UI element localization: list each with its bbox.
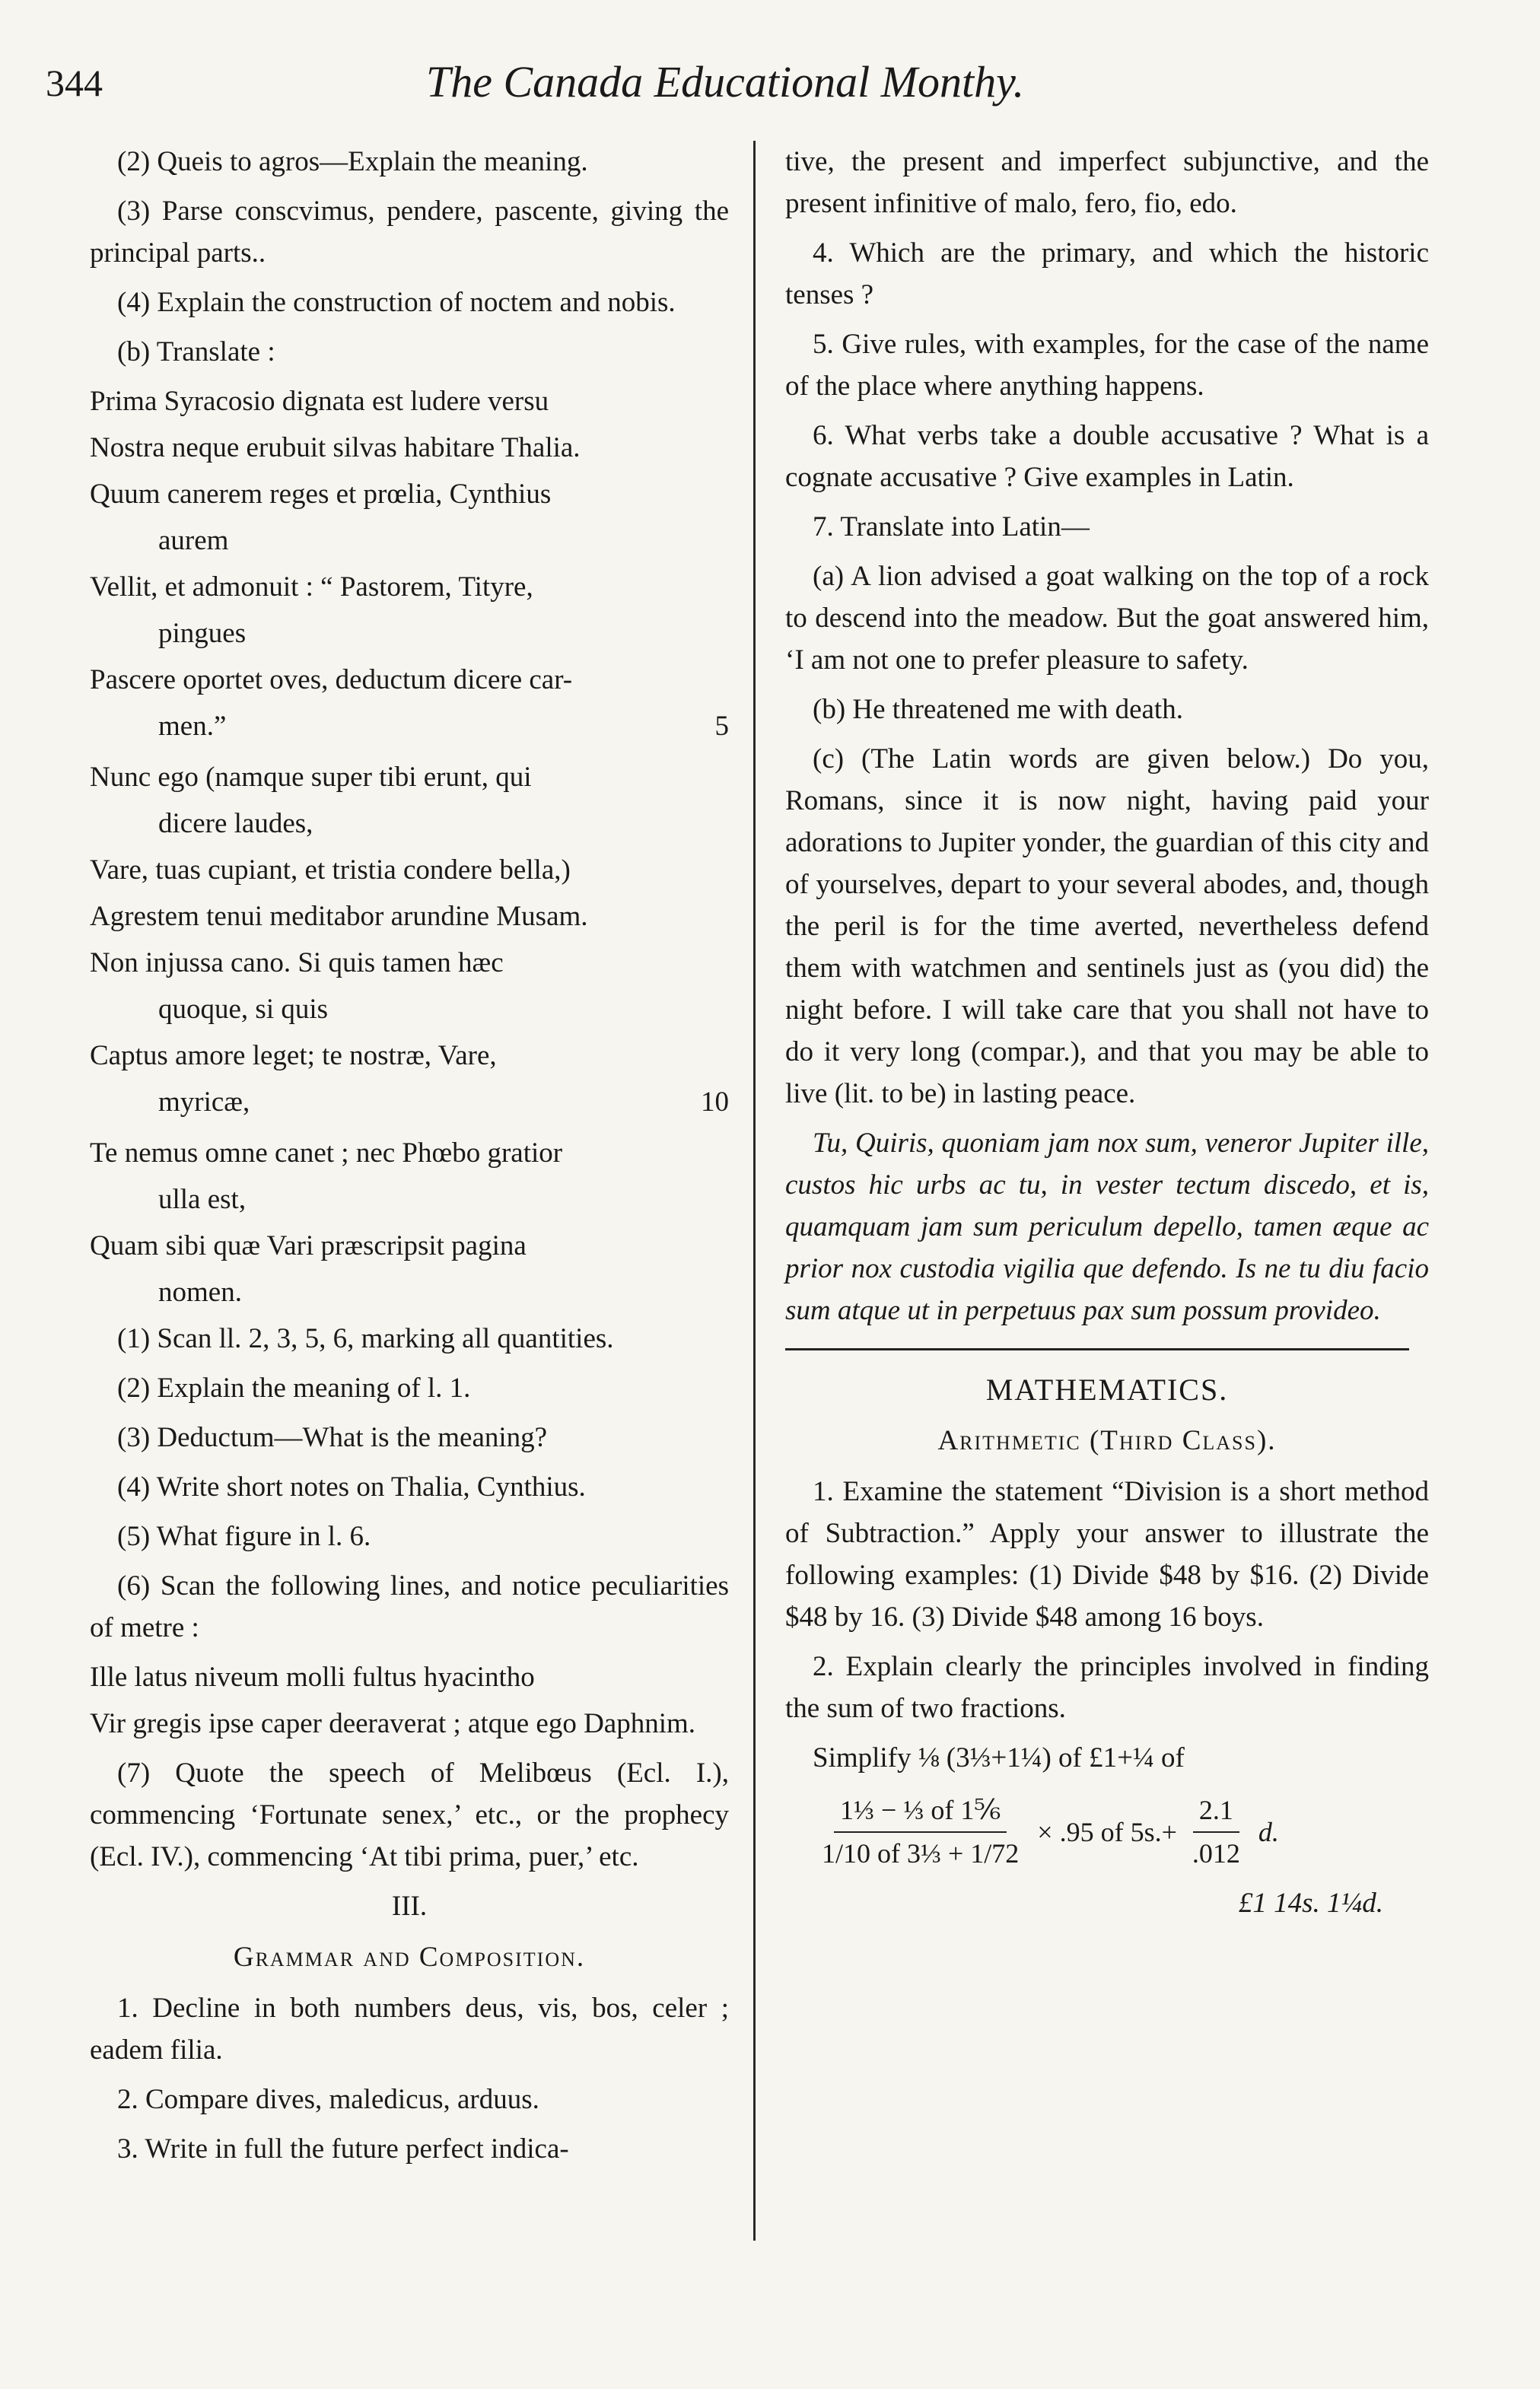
translation-item: (b) He threatened me with death. <box>813 694 1183 725</box>
column-divider <box>753 141 756 2241</box>
translation-item: (a) A lion advised a goat walking on the top of a rock to descend into the meadow. But the goat answered him, ‘I am not one to prefer pleasure to safety. <box>785 561 1429 676</box>
translation-item: (c) (The Latin words are given below.) Do you, Romans, since it is now night, having paid your adorations to Jupiter yonder, the guardian of this city and of yourselves, depart to your several abodes, and, though the peril is for the time averted, nevertheless defend them with watchmen and sentinels just as (you did) the night before. I will take care that you shall not have to do it very long (compar.), and that you may be able to live (lit. to be) in lasting peace. <box>785 743 1429 1109</box>
question: (7) Quote the speech of Melibœus (Ecl. I.), commencing ‘Fortunate senex,’ etc., or the prophecy (Ecl. IV.), commencing ‘At tibi prima, puer,’ etc. <box>90 1758 729 1872</box>
fraction-numerator: 1⅓ − ⅓ of 1⅚ <box>834 1789 1007 1833</box>
fraction-denominator: .012 <box>1192 1838 1240 1869</box>
simplify-line: Simplify ⅛ (3⅓+1¼) of £1+¼ of <box>813 1742 1185 1773</box>
section-title: Grammar and Composition. <box>233 1942 586 1973</box>
question: 2. Explain clearly the principles involved in finding the sum of two fractions. <box>785 1651 1429 1724</box>
question: (3) Deductum—What is the meaning? <box>117 1422 548 1453</box>
verse-line: Vir gregis ipse caper deeraverat ; atque ego Daphnim. <box>90 1708 696 1739</box>
verse-line: Nunc ego (namque super tibi erunt, qui <box>90 762 532 793</box>
verse-line: Ille latus niveum molli fultus hyacintho <box>90 1662 535 1693</box>
question: (4) Write short notes on Thalia, Cynthius. <box>117 1471 586 1503</box>
verse-line: Te nemus omne canet ; nec Phœbo gratior <box>90 1137 563 1169</box>
section-number: III. <box>391 1891 428 1922</box>
translate-heading: (b) Translate : <box>117 336 275 367</box>
fraction-denominator: 1/10 of 3⅓ + 1/72 <box>822 1838 1020 1869</box>
question: (2) Queis to agros—Explain the meaning. <box>117 146 588 177</box>
question: (4) Explain the construction of noctem and nobis. <box>117 287 676 318</box>
verse-continuation: nomen. <box>158 1277 242 1308</box>
verse-line: Quum canerem reges et prœlia, Cynthius <box>90 479 552 510</box>
running-header: The Canada Educational Monthy. <box>426 57 1025 107</box>
question: 3. Write in full the future perfect indica- <box>117 2133 569 2165</box>
line-number: 5 <box>714 711 729 742</box>
question: 6. What verbs take a double accusative ? What is a cognate accusative ? Give examples in Latin. <box>785 420 1429 493</box>
formula-operator: × .95 of 5s.+ <box>1037 1816 1177 1847</box>
verse-continuation: men.” <box>158 711 227 742</box>
fraction <box>1186 1789 1246 1875</box>
right-column <box>785 141 1429 1924</box>
verse-continuation: pingues <box>158 618 247 649</box>
question: 1. Decline in both numbers deus, vis, bos, celer ; eadem filia. <box>90 1993 729 2066</box>
verse-continuation: aurem <box>158 525 229 556</box>
verse-line: Pascere oportet oves, deductum dicere car- <box>90 664 573 695</box>
line-number: 10 <box>701 1086 729 1118</box>
answer: £1 14s. 1¼d. <box>1238 1888 1383 1919</box>
math-formula <box>816 1789 1429 1875</box>
math-subheading: Arithmetic (Third Class). <box>937 1425 1277 1456</box>
question: (5) What figure in l. 6. <box>117 1521 371 1552</box>
latin-words: Tu, Quiris, quoniam jam nox sum, veneror Jupiter ille, custos hic urbs ac tu, in vester tectum discedo, et is, quamquam jam sum periculum depello, tamen æque ac prior nox custodia vigilia que defendo. Is ne tu diu facio sum atque ut in perpetuus pax sum possum provideo. <box>785 1128 1429 1326</box>
verse-continuation: dicere laudes, <box>158 808 313 839</box>
math-heading: MATHEMATICS. <box>985 1373 1229 1407</box>
left-column <box>90 141 729 2177</box>
verse-row <box>90 1081 729 1128</box>
question: 5. Give rules, with examples, for the case of the name of the place where anything happens. <box>785 329 1429 402</box>
fraction-numerator: 2.1 <box>1193 1789 1239 1833</box>
question: 7. Translate into Latin— <box>813 511 1090 542</box>
verse-line: Vare, tuas cupiant, et tristia condere bella,) <box>90 854 571 886</box>
verse-line: Agrestem tenui meditabor arundine Musam. <box>90 901 588 932</box>
question-continuation: tive, the present and imperfect subjunctive, and the present infinitive of malo, fero, fio, edo. <box>785 146 1429 219</box>
question: (2) Explain the meaning of l. 1. <box>117 1373 471 1404</box>
fraction <box>816 1789 1025 1875</box>
verse-continuation: ulla est, <box>158 1184 247 1215</box>
verse-continuation: myricæ, <box>158 1086 250 1118</box>
verse-line: Prima Syracosio dignata est ludere versu <box>90 386 549 417</box>
verse-continuation: quoque, si quis <box>158 994 329 1025</box>
verse-line: Nostra neque erubuit silvas habitare Thalia. <box>90 432 581 463</box>
verse-row <box>90 705 729 752</box>
section-rule <box>785 1348 1409 1350</box>
formula-unit: d. <box>1258 1816 1279 1847</box>
verse-line: Vellit, et admonuit : “ Pastorem, Tityre, <box>90 571 533 603</box>
verse-line: Quam sibi quæ Vari præscripsit pagina <box>90 1230 527 1261</box>
question: (6) Scan the following lines, and notice peculiarities of metre : <box>90 1570 729 1643</box>
question: 2. Compare dives, maledicus, arduus. <box>117 2084 539 2115</box>
question: (1) Scan ll. 2, 3, 5, 6, marking all quantities. <box>117 1323 614 1354</box>
page-number: 344 <box>46 62 103 104</box>
question: (3) Parse conscvimus, pendere, pascente, giving the principal parts.. <box>90 196 729 269</box>
question: 4. Which are the primary, and which the historic tenses ? <box>785 237 1429 310</box>
verse-line: Non injussa cano. Si quis tamen hæc <box>90 947 504 978</box>
question: 1. Examine the statement “Division is a short method of Subtraction.” Apply your answer to illustrate the following examples: (1) Divide $48 by $16. (2) Divide $48 by 16. (3) Divide $48 among 16 boys. <box>785 1476 1429 1633</box>
verse-line: Captus amore leget; te nostræ, Vare, <box>90 1040 497 1071</box>
